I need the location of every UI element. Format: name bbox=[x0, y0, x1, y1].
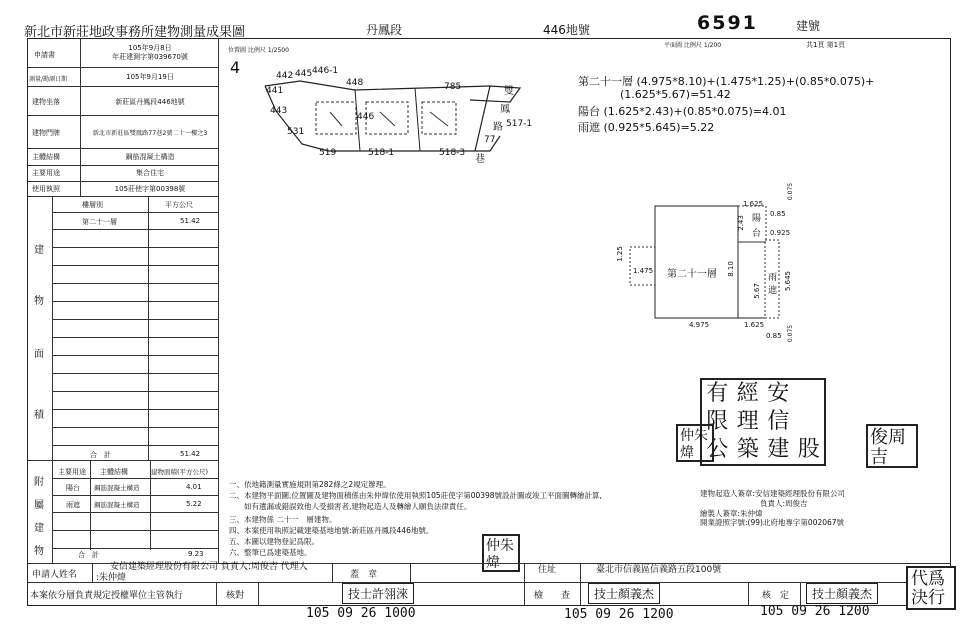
annex-header-use: 主要用途 bbox=[58, 468, 86, 476]
note-2b: 如有遺漏或錯誤致他人受損害者,建物起造人及轉繪人願負法律責任。 bbox=[229, 502, 472, 511]
company-seal: 有 經 安 限 理 信 公 築 建 股 bbox=[700, 378, 826, 466]
note-5: 五、本圖以建物登記爲限。 bbox=[229, 537, 319, 546]
plan-scale: 平面圖 比例尺 1/200 bbox=[664, 42, 722, 49]
annex-header-area: 建物面積(平方公尺) bbox=[151, 468, 209, 476]
address-label: 住址 bbox=[538, 565, 557, 575]
builder-signature: 建物起造人簽章:安信建築經理股份有限公司 bbox=[700, 489, 846, 498]
lot-442: 442 bbox=[276, 71, 294, 81]
area-total-label: 合 計 bbox=[90, 451, 111, 459]
check-stamp: 技士顏義杰 bbox=[588, 583, 660, 604]
row-value-date: 105年9月19日 bbox=[126, 73, 174, 81]
lot-519: 519 bbox=[319, 148, 337, 158]
applicant-agent: :朱仲煒 bbox=[96, 573, 127, 583]
seal-label: 蓋 章 bbox=[350, 570, 378, 580]
formula-1: 第二十一層 (4.975*8.10)+(1.475*1.25)+(0.85*0.075)+ bbox=[578, 75, 875, 88]
agent-seal: 仲朱 煒 bbox=[482, 534, 520, 572]
formula-4: 雨遮 (0.925*5.645)=5.22 bbox=[578, 121, 715, 134]
annex-side-1: 附 bbox=[34, 477, 44, 488]
lot-445: 445 bbox=[295, 69, 313, 79]
lot-446: 446 bbox=[357, 112, 375, 122]
lot-517-1: 517-1 bbox=[506, 119, 533, 129]
formula-3: 陽台 (1.625*2.43)+(0.85*0.075)=4.01 bbox=[578, 105, 787, 118]
section-name: 丹鳳段 bbox=[366, 23, 403, 37]
lot-518-3: 518-3 bbox=[439, 148, 466, 158]
verify-stamp: 技士許翎淶 bbox=[342, 583, 414, 604]
location-scale: 位置圖 比例尺 1/2500 bbox=[228, 47, 289, 54]
building-number-label: 建號 bbox=[796, 19, 821, 33]
dim-085-bot: 0.85 bbox=[766, 332, 782, 340]
canopy-char-2: 遮 bbox=[768, 286, 778, 296]
responsible-label: 本案依分層負責規定授權單位主管執行 bbox=[30, 591, 184, 601]
lot-448: 448 bbox=[346, 78, 364, 88]
row-label-location: 建物坐落 bbox=[32, 98, 60, 106]
dim-243: 2.43 bbox=[736, 215, 745, 231]
note-3: 三、本建物係 二十一 層建物。 bbox=[229, 515, 337, 524]
area-side-2: 物 bbox=[34, 296, 44, 307]
road-char-2: 鳳 bbox=[500, 104, 510, 115]
dim-125: 1.25 bbox=[615, 246, 624, 262]
dim-4975: 4.975 bbox=[689, 321, 710, 329]
row-label-application: 申請書 bbox=[34, 51, 55, 59]
canopy-char-1: 雨 bbox=[768, 273, 778, 283]
annex-total: 9.23 bbox=[188, 550, 204, 558]
balcony-char-1: 陽 bbox=[752, 214, 762, 224]
row-value-use: 集合住宅 bbox=[136, 169, 164, 177]
room-label: 第二十一層 bbox=[667, 269, 717, 280]
dim-5645: 5.645 bbox=[784, 270, 793, 292]
row-label-address: 建物門牌 bbox=[32, 129, 60, 137]
dim-810: 8.10 bbox=[726, 261, 735, 277]
lot-518-1: 518-1 bbox=[368, 148, 395, 158]
annex-side-3: 建 bbox=[34, 523, 44, 534]
row-value-application: 105年9月8日 年莊建測字第039670號 bbox=[112, 44, 188, 61]
annex-header-structure: 主體結構 bbox=[100, 468, 128, 476]
lot-77: 77 bbox=[484, 135, 496, 145]
dim-567: 5.67 bbox=[752, 283, 761, 299]
north-marker: 4 bbox=[230, 58, 241, 77]
date-stamp-2: 105 09 26 1200 bbox=[564, 607, 674, 622]
row-label-use: 主要用途 bbox=[32, 169, 60, 177]
annex-side-2: 屬 bbox=[34, 500, 44, 511]
builder-representative: 負責人:周俊吉 bbox=[760, 499, 808, 508]
area-side-3: 面 bbox=[34, 349, 44, 360]
floor-area: 51.42 bbox=[180, 217, 201, 225]
building-number: 6591 bbox=[697, 12, 758, 34]
drafter-seal: 仲朱 煒 bbox=[676, 424, 714, 462]
approve-stamp: 技士顏義杰 bbox=[806, 583, 878, 604]
page-count: 共1頁 第1頁 bbox=[806, 41, 846, 49]
area-side-1: 建 bbox=[34, 245, 44, 256]
balcony-char-2: 台 bbox=[752, 229, 762, 239]
annex-structure-2: 鋼筋混凝土構造 bbox=[94, 501, 140, 509]
note-2: 二、本建物平面圖,位置圖及建物面積係由朱仲煒依使用執照105莊使字第00398號設計圖或竣工平面圖轉繪計算, bbox=[229, 491, 602, 500]
dim-1625-bot: 1.625 bbox=[744, 321, 765, 329]
proxy-stamp: 代爲 決行 bbox=[906, 566, 956, 610]
row-label-license: 使用執照 bbox=[32, 185, 60, 193]
road-char-3: 路 bbox=[493, 122, 503, 133]
row-label-structure: 主體結構 bbox=[32, 153, 60, 161]
approve-label: 核 定 bbox=[762, 591, 790, 601]
dim-0075-top: 0.075 bbox=[787, 182, 795, 201]
area-total: 51.42 bbox=[180, 450, 201, 458]
area-header-floor: 樓層別 bbox=[82, 201, 103, 209]
area-side-4: 積 bbox=[34, 410, 44, 421]
lot-443: 443 bbox=[270, 106, 288, 116]
annex-area-2: 5.22 bbox=[186, 500, 202, 508]
formula-2: (1.625*5.67)=51.42 bbox=[620, 88, 731, 101]
row-value-address: 新北市新莊區雙鳳路77巷2號二十一樓之3 bbox=[92, 130, 208, 137]
drafter-signature: 繪製人簽章:朱仲煒 bbox=[700, 509, 763, 518]
annex-use-1: 陽台 bbox=[66, 484, 80, 492]
note-1: 一、依地籍測量實施規則第282條之2規定辦理。 bbox=[229, 480, 391, 489]
row-value-license: 105莊使字第00398號 bbox=[114, 185, 186, 193]
area-header-unit: 平方公尺 bbox=[165, 201, 193, 209]
lane-char: 巷 bbox=[475, 154, 485, 165]
row-value-structure: 鋼筋混凝土構造 bbox=[125, 153, 175, 161]
office-title: 新北市新莊地政事務所建物測量成果圖 bbox=[24, 25, 246, 40]
dim-0075-bot: 0.075 bbox=[787, 324, 795, 343]
lot-785: 785 bbox=[444, 82, 462, 92]
applicant-name: 安信建築經理股份有限公司 負責人:周俊吉 代理人 bbox=[110, 562, 308, 572]
note-4: 四、本案使用執照記載建築基地地號:新莊區丹鳳段446地號。 bbox=[229, 526, 434, 535]
lot-531: 531 bbox=[287, 127, 305, 137]
address-value: 臺北市信義區信義路五段100號 bbox=[596, 565, 722, 575]
rep-seal: 俊周 吉 bbox=[866, 424, 918, 468]
annex-side-4: 物 bbox=[34, 546, 44, 557]
dim-085-top: 0.85 bbox=[770, 210, 786, 218]
verify-label: 核對 bbox=[226, 591, 245, 601]
lot-446-1: 446-1 bbox=[312, 66, 339, 76]
date-stamp-1: 105 09 26 1000 bbox=[306, 606, 416, 621]
row-label-date: 測量/勘測日期 bbox=[29, 76, 68, 83]
annex-structure-1: 鋼筋混凝土構造 bbox=[94, 484, 140, 492]
annex-total-label: 合 計 bbox=[78, 551, 99, 559]
check-label: 檢 查 bbox=[534, 591, 571, 601]
date-stamp-3: 105 09 26 1200 bbox=[760, 604, 870, 619]
annex-area-1: 4.01 bbox=[186, 483, 202, 491]
road-char-1: 雙 bbox=[504, 86, 514, 97]
dim-0925: 0.925 bbox=[770, 229, 791, 237]
dim-1475: 1.475 bbox=[633, 267, 654, 275]
license-number: 開業證照字號:(99)北府地專字第002067號 bbox=[700, 518, 845, 527]
dim-1625-top: 1.625 bbox=[743, 200, 764, 208]
row-value-location: 新莊區丹鳳段446地號 bbox=[115, 98, 185, 106]
lot-441: 441 bbox=[266, 86, 284, 96]
lot-number: 446地號 bbox=[543, 23, 590, 37]
annex-use-2: 雨遮 bbox=[66, 501, 80, 509]
note-6: 六、整筆已爲建築基地。 bbox=[229, 548, 312, 557]
floor-name: 第二十一層 bbox=[82, 218, 117, 226]
applicant-label: 申請人姓名 bbox=[32, 570, 78, 580]
